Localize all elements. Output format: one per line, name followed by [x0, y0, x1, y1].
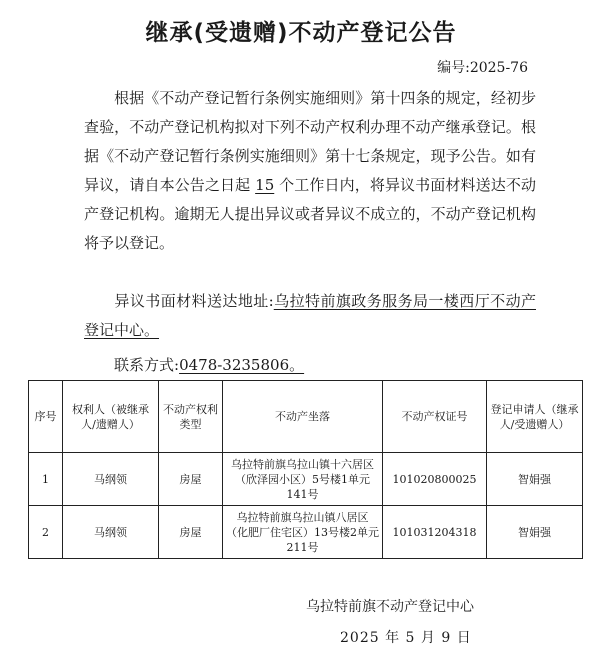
notice-body-part1: 根据《不动产登记暂行条例实施细则》第十四条的规定，经初步查验，不动产登记机构拟对下列不动产权利办理不动产继承登记。根据《不动产登记暂行条例实施细则》第十七条规定，现予公告。如有异议，请自本公告之日起: [84, 89, 536, 194]
cell-serial: 1: [29, 453, 63, 506]
header-location: 不动产坐落: [223, 381, 383, 453]
notice-body-part2: 个工作日内，将异议书面材料送达不动产登记机构。逾期无人提出异议或者异议不成立的，不动产登记机构将予以登记。: [84, 176, 536, 252]
issuing-organization: 乌拉特前旗不动产登记中心: [306, 599, 474, 615]
cell-right-holder: 马纲领: [63, 453, 159, 506]
header-right-type: 不动产权利类型: [159, 381, 223, 453]
objection-days: 15: [255, 176, 275, 194]
cell-applicant: 智娟强: [487, 453, 583, 506]
notice-body-paragraph: [84, 84, 536, 258]
notice-title: 继承(受遗赠)不动产登记公告: [145, 20, 457, 46]
cell-certificate-no: 101031204318: [383, 506, 487, 559]
cell-right-type: 房屋: [159, 453, 223, 506]
contact-phone: 0478-3235806。: [179, 356, 305, 374]
header-right-holder: 权利人（被继承人/遗赠人）: [63, 381, 159, 453]
address-label: 异议书面材料送达地址:: [114, 292, 274, 310]
table-row: [29, 506, 583, 559]
objection-address-paragraph: [84, 287, 536, 345]
cell-applicant: 智娟强: [487, 506, 583, 559]
registration-table: [28, 380, 583, 559]
table-row: [29, 453, 583, 506]
contact-paragraph: [84, 351, 536, 380]
header-serial: 序号: [29, 381, 63, 453]
table-header-row: [29, 381, 583, 453]
cell-right-holder: 马纲领: [63, 506, 159, 559]
header-certificate-no: 不动产权证号: [383, 381, 487, 453]
cell-certificate-no: 101020800025: [383, 453, 487, 506]
cell-location: 乌拉特前旗乌拉山镇十六居区（欣泽园小区）5号楼1单元141号: [223, 453, 383, 506]
issue-date: 2025 年 5 月 9 日: [340, 630, 472, 646]
cell-location: 乌拉特前旗乌拉山镇八居区（化肥厂住宅区）13号楼2单元211号: [223, 506, 383, 559]
cell-serial: 2: [29, 506, 63, 559]
document-number: 编号:2025-76: [437, 60, 528, 76]
address-value: 乌拉特前旗政务服务局一楼西厅不动产登记中心。: [84, 292, 536, 339]
header-applicant: 登记申请人（继承人/受遗赠人）: [487, 381, 583, 453]
contact-label: 联系方式:: [114, 356, 180, 374]
cell-right-type: 房屋: [159, 506, 223, 559]
